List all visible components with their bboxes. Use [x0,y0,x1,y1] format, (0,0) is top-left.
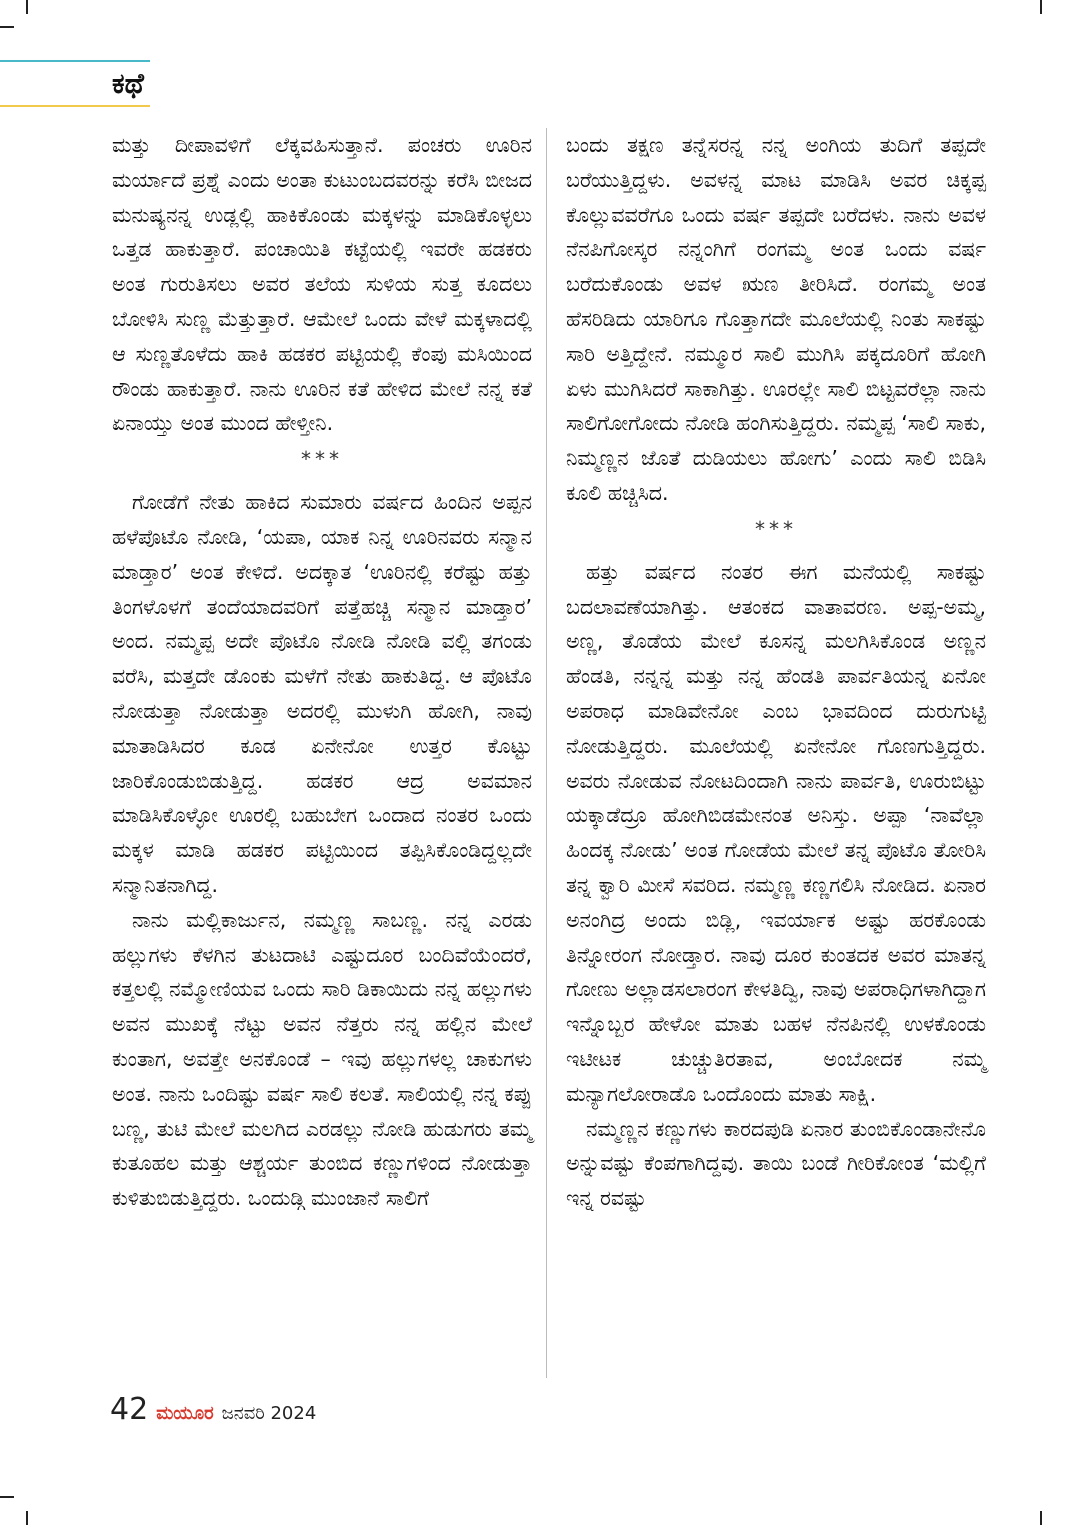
left-column [112,128,532,1216]
section-rule-top [0,60,150,62]
paragraph: ಮತ್ತು ದೀಪಾವಳಿಗೆ ಲೆಕ್ಕವಹಿಸುತ್ತಾನೆ. ಪಂಚರು ಊರಿನ ಮರ್ಯಾದೆ ಪ್ರಶ್ನೆ ಎಂದು ಅಂತಾ ಕುಟುಂಬದವರನ್ನು ಕರೆಸಿ ಬೀಜದ ಮನುಷ್ಯನನ್ನ ಉಡ್ಲಲ್ಲಿ ಹಾಕಿಕೊಂಡು ಮಕ್ಕಳನ್ನು ಮಾಡಿಕೊಳ್ಳಲು ಒತ್ತಡ ಹಾಕುತ್ತಾರೆ. ಪಂಚಾಯಿತಿ ಕಟ್ಟೆಯಲ್ಲಿ ಇವರೇ ಹಡಕರು ಅಂತ ಗುರುತಿಸಲು ಅವರ ತಲೆಯ ಸುಳಿಯ ಸುತ್ತ ಕೂದಲು ಬೋಳಿಸಿ ಸುಣ್ಣ ಮೆತ್ತುತ್ತಾರೆ. ಆಮೇಲೆ ಒಂದು ವೇಳೆ ಮಕ್ಕಳಾದಲ್ಲಿ ಆ ಸುಣ್ಣತೊಳೆದು ಹಾಕಿ ಹಡಕರ ಪಟ್ಟಿಯಲ್ಲಿ ಕೆಂಪು ಮಸಿಯಿಂದ ರೌಂಡು ಹಾಕುತ್ತಾರೆ. ನಾನು ಊರಿನ ಕತೆ ಹೇಳಿದ ಮೇಲೆ ನನ್ನ ಕತೆ ಏನಾಯ್ತು ಅಂತ ಮುಂದ ಹೇಳ್ತೀನಿ. [112,133,532,436]
issue-date: ಜನವರಿ 2024 [221,1403,317,1424]
crop-mark [1040,1511,1042,1525]
crop-mark [0,1496,14,1498]
paragraph: ಹತ್ತು ವರ್ಷದ ನಂತರ ಈಗ ಮನೆಯಲ್ಲಿ ಸಾಕಷ್ಟು ಬದಲಾವಣೆಯಾಗಿತ್ತು. ಆತಂಕದ ವಾತಾವರಣ. ಅಪ್ಪ-ಅಮ್ಮ, ಅಣ್ಣ, ತೊಡೆಯ ಮೇಲೆ ಕೂಸನ್ನ ಮಲಗಿಸಿಕೊಂಡ ಅಣ್ಣನ ಹೆಂಡತಿ, ನನ್ನನ್ನ ಮತ್ತು ನನ್ನ ಹೆಂಡತಿ ಪಾರ್ವತಿಯನ್ನ ಏನೋ ಅಪರಾಧ ಮಾಡಿವೇನೋ ಎಂಬ ಭಾವದಿಂದ ದುರುಗುಟ್ಟಿ ನೋಡುತ್ತಿದ್ದರು. ಮೂಲೆಯಲ್ಲಿ ಏನೇನೋ ಗೊಣಗುತ್ತಿದ್ದರು. ಅವರು ನೋಡುವ ನೋಟದಿಂದಾಗಿ ನಾನು ಪಾರ್ವತಿ, ಊರುಬಿಟ್ಟು ಯಕ್ಕಾಡೆದ್ರೂ ಹೋಗಿಬಿಡಮೇನಂತ ಅನಿಸ್ತು. ಅಪ್ಪಾ ‘ನಾವೆಲ್ಲಾ ಹಿಂದಕ್ಕ ನೋಡು’ ಅಂತ ಗೋಡೆಯ ಮೇಲೆ ತನ್ನ ಪೊಟೊ ತೋರಿಸಿ ತನ್ನ ಕ್ವಾರಿ ಮೀಸೆ ಸವರಿದ. ನಮ್ಮಣ್ಣ ಕಣ್ಣಗಲಿಸಿ ನೋಡಿದ. ಏನಾರ ಅನಂಗಿದ್ರ ಅಂದು ಬಿಡ್ಲಿ, ಇವರ್ಯಾಕ ಅಷ್ಟು ಹರಕೊಂಡು ತಿನ್ನೋರಂಗ ನೋಡ್ತಾರ. ನಾವು ದೂರ ಕುಂತದಕ ಅವರ ಮಾತನ್ನ ಗೋಣು ಅಲ್ಲಾಡಸಲಾರಂಗ ಕೇಳತಿದ್ವಿ, ನಾವು ಅಪರಾಧಿಗಳಾಗಿದ್ದಾಗ ಇನ್ನೊಬ್ಬರ ಹೇಳೋ ಮಾತು ಬಹಳ ನೆನಪಿನಲ್ಲಿ ಉಳಕೊಂಡು ಇಟೀಟಕ ಚುಚ್ಚುತಿರತಾವ, ಅಂಬೋದಕ ನಮ್ಮ ಮನ್ಯಾಗಲೋರಾಡೊ ಒಂದೊಂದು ಮಾತು ಸಾಕ್ಷಿ. [566,559,986,1106]
section-title: ಕಥೆ [112,67,144,100]
page-number: 42 [110,1392,149,1427]
crop-mark [1040,0,1042,14]
paragraph: ನಾನು ಮಲ್ಲಿಕಾರ್ಜುನ, ನಮ್ಮಣ್ಣ ಸಾಬಣ್ಣ. ನನ್ನ ಎರಡು ಹಲ್ಲುಗಳು ಕೆಳಗಿನ ತುಟದಾಟಿ ಎಷ್ಟುದೂರ ಬಂದಿವೆಯೆಂದರೆ, ಕತ್ತಲಲ್ಲಿ ನಮ್ಮೋಣಿಯವ ಒಂದು ಸಾರಿ ಡಿಕಾಯಿದು ನನ್ನ ಹಲ್ಲುಗಳು ಅವನ ಮುಖಕ್ಕೆ ನೆಟ್ಟು ಅವನ ನೆತ್ತರು ನನ್ನ ಹಲ್ಲಿನ ಮೇಲೆ ಕುಂತಾಗ, ಅವತ್ತೇ ಅನಕೊಂಡೆ – ಇವು ಹಲ್ಲುಗಳಲ್ಲ ಚಾಕುಗಳು ಅಂತ. ನಾನು ಒಂದಿಷ್ಟು ವರ್ಷ ಸಾಲಿ ಕಲತೆ. ಸಾಲಿಯಲ್ಲಿ ನನ್ನ ಕಪ್ಪು ಬಣ್ಣ, ತುಟಿ ಮೇಲೆ ಮಲಗಿದ ಎರಡಲ್ಲು ನೋಡಿ ಹುಡುಗರು ತಮ್ಮ ಕುತೂಹಲ ಮತ್ತು ಆಶ್ಚರ್ಯ ತುಂಬಿದ ಕಣ್ಣುಗಳಿಂದ ನೋಡುತ್ತಾ ಕುಳಿತುಬಿಡುತ್ತಿದ್ದರು. ಒಂದುಡ್ಗಿ ಮುಂಜಾನೆ ಸಾಲಿಗೆ [112,907,532,1211]
paragraph: ಬಂದು ತಕ್ಷಣ ತನ್ನೆಸರನ್ನ ನನ್ನ ಅಂಗಿಯ ತುದಿಗೆ ತಪ್ಪದೇ ಬರೆಯುತ್ತಿದ್ದಳು. ಅವಳನ್ನ ಮಾಟ ಮಾಡಿಸಿ ಅವರ ಚಿಕ್ಕಪ್ಪ ಕೊಲ್ಲುವವರೆಗೂ ಒಂದು ವರ್ಷ ತಪ್ಪದೇ ಬರೆದಳು. ನಾನು ಅವಳ ನೆನಪಿಗೋಸ್ಕರ ನನ್ನಂಗಿಗೆ ರಂಗಮ್ಮ ಅಂತ ಒಂದು ವರ್ಷ ಬರೆದುಕೊಂಡು ಅವಳ ಋಣ ತೀರಿಸಿದೆ. ರಂಗಮ್ಮ ಅಂತ ಹೆಸರಿಡಿದು ಯಾರಿಗೂ ಗೊತ್ತಾಗದೇ ಮೂಲೆಯಲ್ಲಿ ನಿಂತು ಸಾಕಷ್ಟು ಸಾರಿ ಅತ್ತಿದ್ದೇನೆ. ನಮ್ಮೂರ ಸಾಲಿ ಮುಗಿಸಿ ಪಕ್ಕದೂರಿಗೆ ಹೋಗಿ ಏಳು ಮುಗಿಸಿದರೆ ಸಾಕಾಗಿತ್ತು. ಊರಲ್ಲೇ ಸಾಲಿ ಬಿಟ್ಟವರೆಲ್ಲಾ ನಾನು ಸಾಲಿಗೋಗೋದು ನೋಡಿ ಹಂಗಿಸುತ್ತಿದ್ದರು. ನಮ್ಮಪ್ಪ ‘ಸಾಲಿ ಸಾಕು, ನಿಮ್ಮಣ್ಣನ ಜೊತೆ ದುಡಿಯಲು ಹೋಗು’ ಎಂದು ಸಾಲಿ ಬಿಡಿಸಿ ಕೂಲಿ ಹಚ್ಚಿಸಿದ. [566,133,986,505]
section-rule-bottom [0,105,150,107]
column-divider [546,128,547,1378]
right-column [566,128,986,1216]
crop-mark [0,26,14,28]
section-separator: *** [755,516,797,541]
crop-mark [26,0,28,14]
page-footer [110,1392,316,1432]
section-separator: *** [301,447,343,472]
paragraph: ನಮ್ಮಣ್ಣನ ಕಣ್ಣುಗಳು ಕಾರದಪುಡಿ ಏನಾರ ತುಂಬಿಕೊಂಡಾನೇನೊ ಅನ್ನುವಷ್ಟು ಕೆಂಪಗಾಗಿದ್ದವು. ತಾಯಿ ಬಂಡೆ ಗೀರಿಕೋಂತ ‘ಮಲ್ಲಿಗೆ ಇನ್ನ ರವಷ್ಟು [566,1116,986,1211]
magazine-logo: ಮಯೂರ [156,1403,214,1424]
crop-mark [26,1511,28,1525]
paragraph: ಗೋಡೆಗೆ ನೇತು ಹಾಕಿದ ಸುಮಾರು ವರ್ಷದ ಹಿಂದಿನ ಅಪ್ಪನ ಹಳೆಪೊಟೊ ನೋಡಿ, ‘ಯಪಾ, ಯಾಕ ನಿನ್ನ ಊರಿನವರು ಸನ್ಮಾನ ಮಾಡ್ತಾರ’ ಅಂತ ಕೇಳಿದೆ. ಅದಕ್ಕಾತ ‘ಊರಿನಲ್ಲಿ ಕರೆಷ್ಟು ಹತ್ತು ತಿಂಗಳೊಳಗೆ ತಂದೆಯಾದವರಿಗೆ ಪತ್ತೆಹಚ್ಚಿ ಸನ್ಮಾನ ಮಾಡ್ತಾರ’ ಅಂದ. ನಮ್ಮಪ್ಪ ಅದೇ ಪೊಟೊ ನೋಡಿ ನೋಡಿ ವಲ್ಲಿ ತಗಂಡು ವರೆಸಿ, ಮತ್ತದೇ ಡೊಂಕು ಮಳೆಗೆ ನೇತು ಹಾಕುತಿದ್ದ. ಆ ಪೊಟೊ ನೋಡುತ್ತಾ ನೋಡುತ್ತಾ ಅದರಲ್ಲಿ ಮುಳುಗಿ ಹೋಗಿ, ನಾವು ಮಾತಾಡಿಸಿದರ ಕೂಡ ಏನೇನೋ ಉತ್ತರ ಕೊಟ್ಟು ಜಾರಿಕೊಂಡುಬಿಡುತ್ತಿದ್ದ. ಹಡಕರ ಆದ್ರ ಅವಮಾನ ಮಾಡಿಸಿಕೊಳ್ಳೋ ಊರಲ್ಲಿ ಬಹುಬೇಗ ಒಂದಾದ ನಂತರ ಒಂದು ಮಕ್ಕಳ ಮಾಡಿ ಹಡಕರ ಪಟ್ಟಿಯಿಂದ ತಪ್ಪಿಸಿಕೊಂಡಿದ್ದಲ್ಲದೇ ಸನ್ಮಾನಿತನಾಗಿದ್ದ. [112,490,532,897]
